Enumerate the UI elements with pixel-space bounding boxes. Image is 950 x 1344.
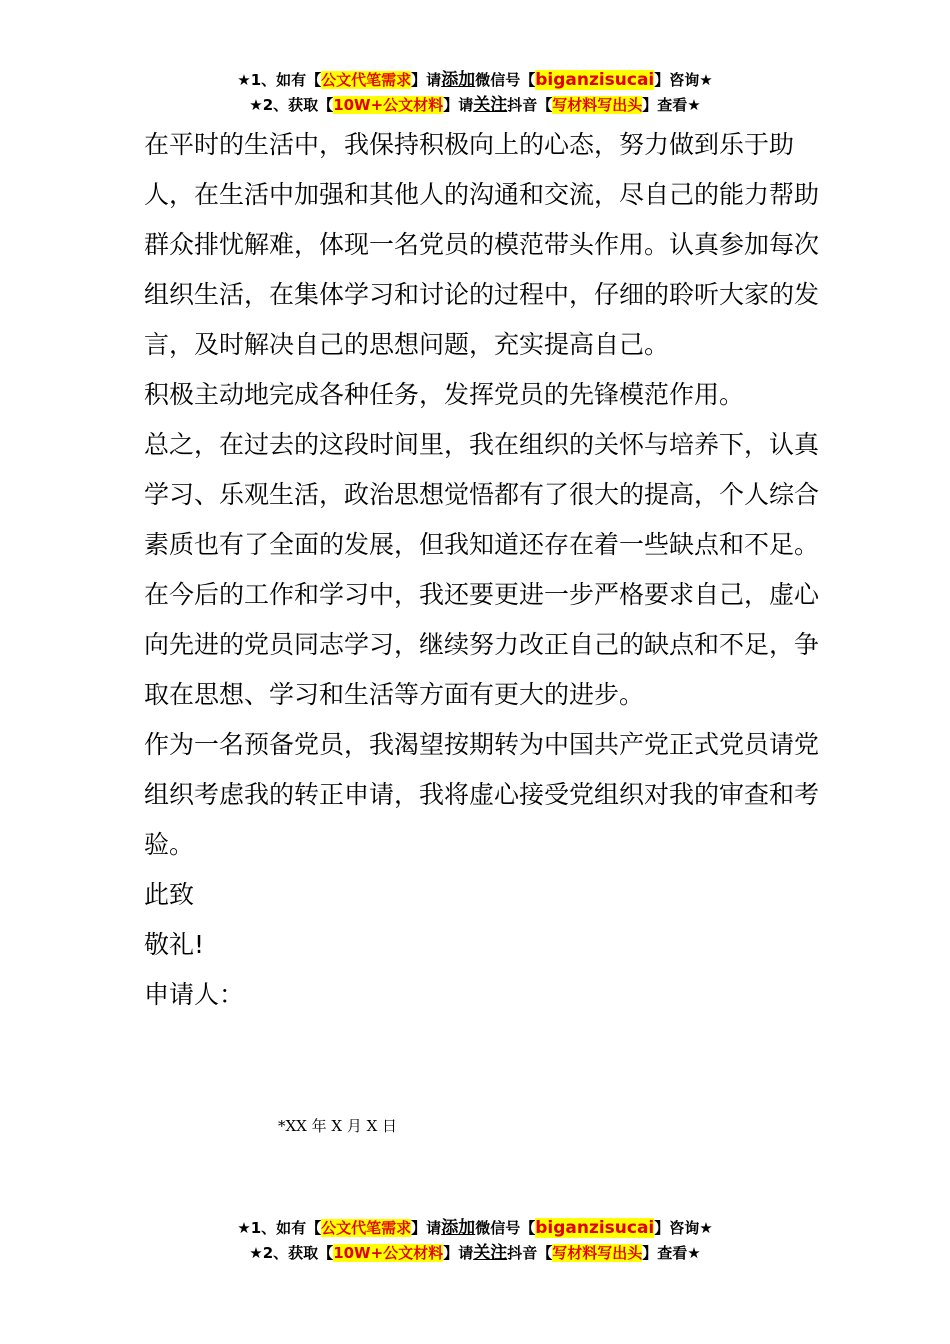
- letter-body: [144, 120, 824, 1020]
- banner-text: 】咨询★: [654, 71, 713, 89]
- highlight-text: 10W+公文材料: [333, 96, 444, 114]
- banner-text: 微信号【: [475, 1219, 536, 1237]
- douyin-id-highlight: 写材料写出头: [552, 1244, 643, 1262]
- banner-text: 】请: [443, 1244, 474, 1262]
- banner-text: ★1、如有【: [237, 71, 322, 89]
- banner-text: 】查看★: [642, 1244, 701, 1262]
- douyin-id-highlight: 写材料写出头: [552, 96, 643, 114]
- emphasis-text: 添加: [441, 70, 476, 90]
- date-line: *XX 年 X 月 X 日: [278, 1117, 398, 1135]
- banner-text: 】查看★: [642, 96, 701, 114]
- banner-text: 】咨询★: [654, 1219, 713, 1237]
- emphasis-text: 关注: [473, 95, 508, 115]
- closing-regards: 敬礼!: [144, 930, 205, 959]
- highlight-text: 公文代笔需求: [321, 71, 412, 89]
- banner-text: ★1、如有【: [237, 1219, 322, 1237]
- banner-text: ★2、获取【: [249, 1244, 334, 1262]
- closing-salutation: 此致: [144, 880, 195, 909]
- banner-text: ★2、获取【: [249, 96, 334, 114]
- banner-line-2: [0, 1241, 950, 1266]
- banner-text: 】请: [443, 96, 474, 114]
- paragraph-summary: 总之，在过去的这段时间里，我在组织的关怀与培养下，认真学习、乐观生活，政治思想觉悟都有了很大的提高，个人综合素质也有了全面的发展，但我知道还存在着一些缺点和不足。在今后的工作和学习中，我还要更进一步严格要求自己，虚心向先进的党员同志学习，继续努力改正自己的缺点和不足，争取在思想、学习和生活等方面有更大的进步。: [144, 430, 820, 709]
- paragraph-life: 在平时的生活中，我保持积极向上的心态，努力做到乐于助人，在生活中加强和其他人的沟通和交流，尽自己的能力帮助群众排忧解难，体现一名党员的模范带头作用。认真参加每次组织生活，在集体学习和讨论的过程中，仔细的聆听大家的发言，及时解决自己的思想问题，充实提高自己。: [144, 130, 820, 359]
- footer-banner: [0, 1216, 950, 1266]
- header-banner: [0, 68, 950, 118]
- paragraph-request: 作为一名预备党员，我渴望按期转为中国共产党正式党员请党组织考虑我的转正申请，我将虚心接受党组织对我的审查和考验。: [144, 730, 820, 859]
- emphasis-text: 关注: [473, 1243, 508, 1263]
- banner-line-2: [0, 93, 950, 118]
- banner-line-1: [0, 1216, 950, 1241]
- highlight-text: 10W+公文材料: [333, 1244, 444, 1262]
- applicant-label: 申请人：: [144, 980, 245, 1009]
- banner-text: 抖音【: [507, 1244, 553, 1262]
- banner-text: 】请: [411, 1219, 442, 1237]
- highlight-text: 公文代笔需求: [321, 1219, 412, 1237]
- banner-text: 微信号【: [475, 71, 536, 89]
- wechat-id-highlight: biganzisucai: [535, 70, 655, 90]
- emphasis-text: 添加: [441, 1218, 476, 1238]
- banner-line-1: [0, 68, 950, 93]
- banner-text: 抖音【: [507, 96, 553, 114]
- paragraph-tasks: 积极主动地完成各种任务，发挥党员的先锋模范作用。: [144, 380, 745, 409]
- wechat-id-highlight: biganzisucai: [535, 1218, 655, 1238]
- banner-text: 】请: [411, 71, 442, 89]
